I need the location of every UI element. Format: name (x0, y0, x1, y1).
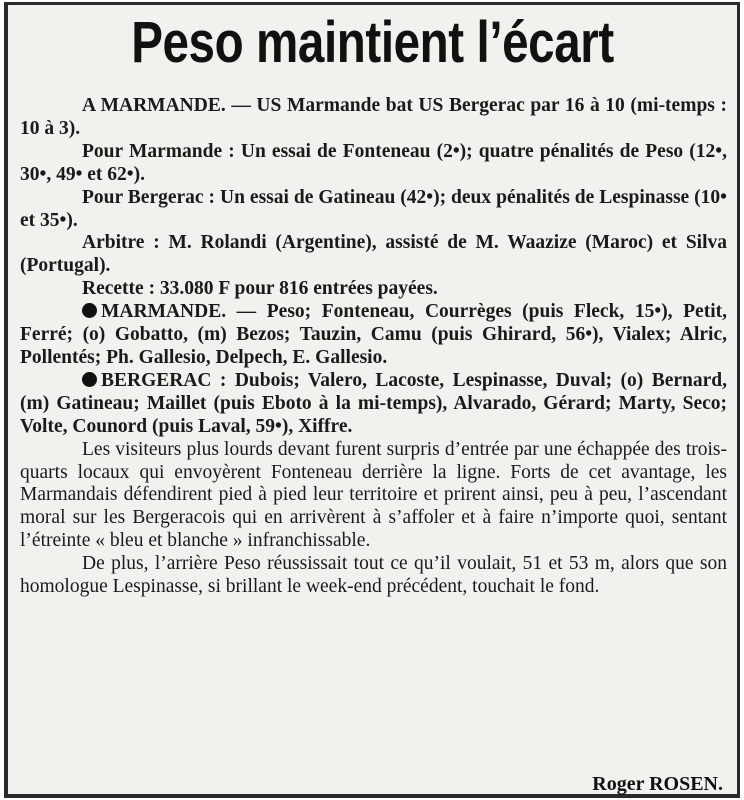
article-body (20, 95, 727, 599)
article-title: Peso maintient l’écart (131, 10, 614, 75)
marmande-scoring-paragraph: Pour Marmande : Un essai de Fonteneau (2•); quatre pénalités de Peso (12•, 30•, 49• et 62•). (20, 140, 727, 185)
match-report-paragraph-1: Les visiteurs plus lourds devant furent surpris d’entrée par une échappée des trois-quarts locaux qui envoyèrent Fonteneau derrière la ligne. Forts de cet avantage, les Marmandais défendirent pied à pied leur territoire et prirent ainsi, peu à peu, l’ascendant moral sur les Bergeracois qui en arrivèrent à s’affoler et à faire n’importe quoi, sentant l’étreinte « bleu et blanche » infranchissable. (20, 438, 727, 552)
bullet-icon (82, 303, 97, 318)
match-report-paragraph-2: De plus, l’arrière Peso réussissait tout ce qu’il voulait, 51 et 53 m, alors que son homologue Lespinasse, si brillant le week-end précédent, touchait le fond. (20, 553, 727, 598)
marmande-lineup-paragraph (20, 301, 727, 370)
bullet-icon (82, 372, 97, 387)
bergerac-lineup-players: Dubois; Valero, Lacoste, Lespinasse, Duval; (o) Bernard, (m) Gatineau; Maillet (puis Eboto à la mi-temps), Alvarado, Gérard; Marty, Seco; Volte, Counord (puis Laval, 59•), Xiffre. (20, 369, 727, 437)
referee-paragraph: Arbitre : M. Rolandi (Argentine), assisté de M. Waazize (Maroc) et Silva (Portugal). (20, 232, 727, 277)
bergerac-scoring-paragraph: Pour Bergerac : Un essai de Gatineau (42•); deux pénalités de Lespinasse (10• et 35•). (20, 186, 727, 231)
match-result-paragraph: A MARMANDE. — US Marmande bat US Bergerac par 16 à 10 (mi-temps : 10 à 3). (20, 95, 727, 139)
gate-receipts-paragraph: Recette : 33.080 F pour 816 entrées payées. (82, 278, 438, 300)
newspaper-clipping (4, 2, 740, 798)
bergerac-lineup-label: BERGERAC : (101, 369, 227, 391)
author-byline: Roger ROSEN. (592, 773, 723, 795)
bergerac-lineup-paragraph (20, 370, 727, 439)
marmande-lineup-label: MARMANDE. — (101, 301, 257, 323)
marmande-lineup-players: Peso; Fonteneau, Courrèges (puis Fleck, 15•), Petit, Ferré; (o) Gobatto, (m) Bezos; Tauzin, Camu (puis Ghirard, 56•), Vialex; Alric, Pollentés; Ph. Gallesio, Delpech, E. Gallesio. (20, 301, 727, 368)
